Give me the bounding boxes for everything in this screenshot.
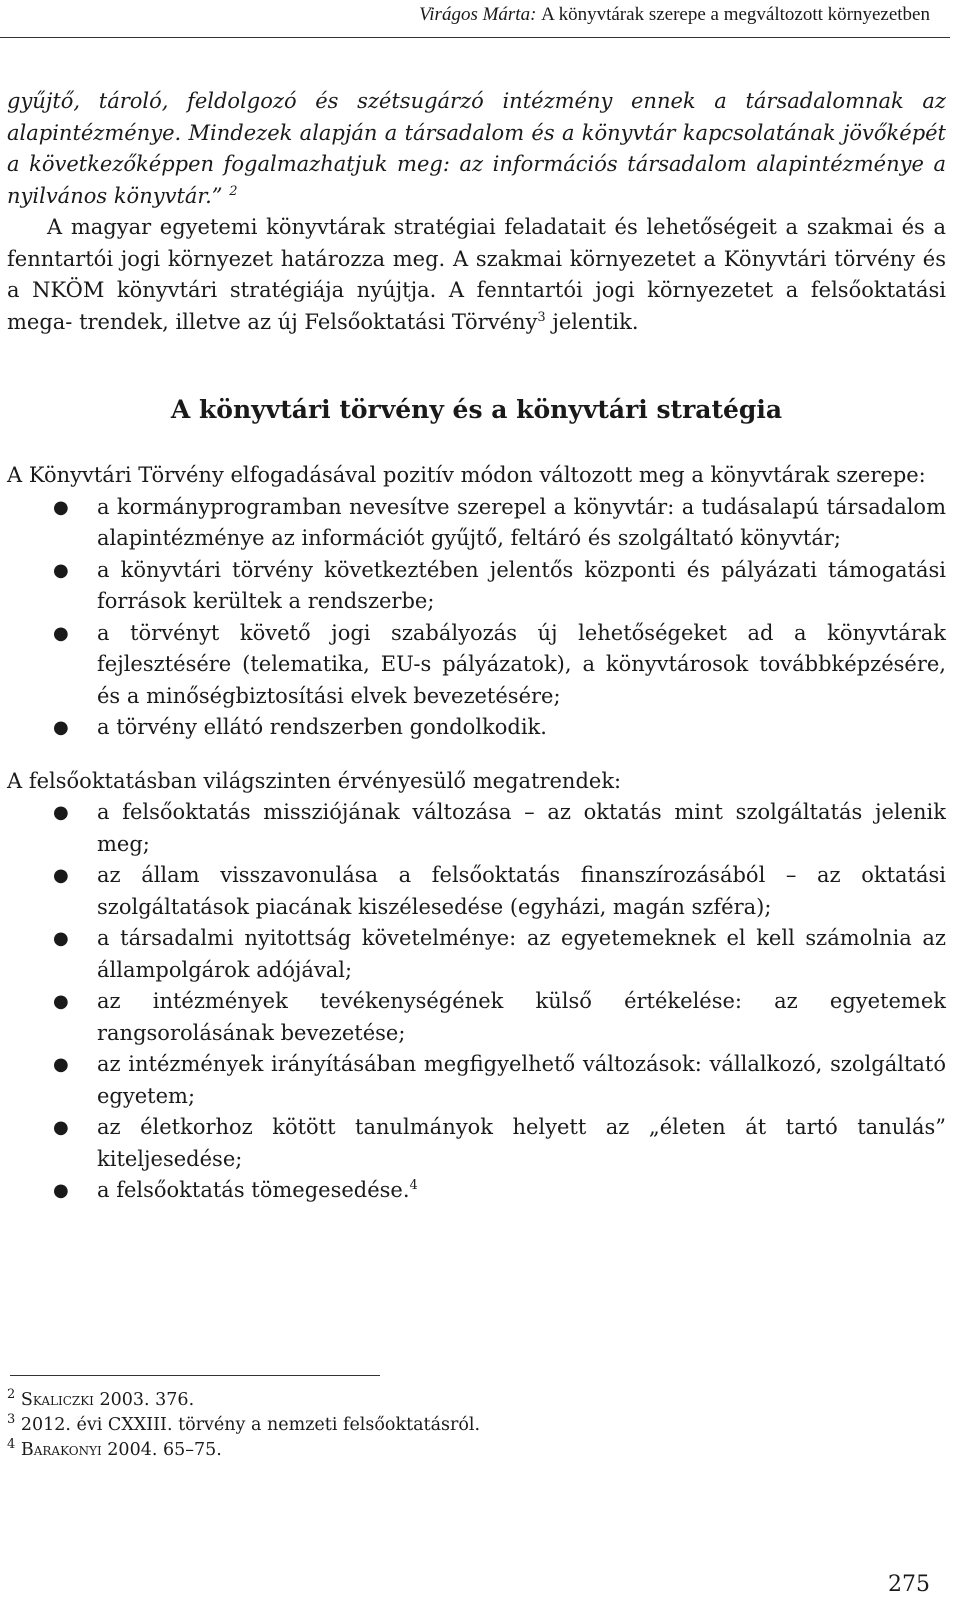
footnote <box>7 1388 480 1413</box>
running-head-title: A könyvtárak szerepe a megváltozott környezetben <box>541 4 930 25</box>
list-item <box>7 1175 946 1207</box>
list-item-text: a felsőoktatás tömegesedése. <box>97 1178 410 1202</box>
bullet-icon: ● <box>53 559 69 581</box>
running-head-author: Virágos Márta: <box>419 4 537 25</box>
bullet-icon: ● <box>53 717 69 738</box>
body-text <box>7 86 946 1207</box>
list-item-text: az intézmények tevékenységének külső értékelése: az egyetemek rangsorolásának bevezetése; <box>97 989 946 1045</box>
list-item <box>7 986 946 1049</box>
list-item <box>7 618 946 713</box>
intro-paragraph <box>7 212 946 338</box>
megatrends-list <box>7 797 946 1207</box>
list-item-text: az intézmények irányításában megfigyelhető változások: vállalkozó, szolgáltató egyetem; <box>97 1052 946 1108</box>
footnote-rule <box>10 1375 380 1376</box>
lead-paragraph-2: A felsőoktatásban világszinten érvényesülő megatrendek: <box>7 768 622 793</box>
page-number: 275 <box>888 1572 930 1597</box>
bullet-icon: ● <box>53 865 69 886</box>
list-item <box>7 860 946 923</box>
footnote-author: Barakonyi <box>20 1440 102 1460</box>
bullet-icon: ● <box>53 1117 69 1138</box>
list-item-text: a törvény ellátó rendszerben gondolkodik. <box>97 715 547 739</box>
footnote-ref-3: 3 <box>537 309 546 325</box>
bullet-icon: ● <box>53 802 69 823</box>
footnote <box>7 1438 480 1463</box>
footnote-number: 3 <box>7 1412 16 1428</box>
list-item-text: az életkorhoz kötött tanulmányok helyett az „életen át tartó tanulás” kiteljesedése; <box>97 1115 946 1171</box>
list-item <box>7 923 946 986</box>
quote-text: gyűjtő, tároló, feldolgozó és szétsugárzó intézmény ennek a társadalomnak az alapintézménye. Mindezek alapján a társadalom és a könyvtár kapcsolatának jövőképét a következőképpen fogalmazhatjuk meg: az információs társadalom alapintézménye a nyilvános könyvtár.” <box>7 89 946 208</box>
list-item-text: a kormányprogramban nevesítve szerepel a könyvtár: a tudásalapú társadalom alapintézménye az információt gyűjtő, feltáró és szolgáltató könyvtár; <box>97 494 946 550</box>
lead-paragraph-1: A Könyvtári Törvény elfogadásával pozitív módon változott meg a könyvtárak szerepe: <box>7 463 926 487</box>
list-item <box>7 797 946 860</box>
bullet-icon: ● <box>53 1180 69 1201</box>
intro-paragraph-end: jelentik. <box>545 309 639 334</box>
running-head <box>0 4 930 26</box>
intro-paragraph-text: A magyar egyetemi könyvtárak stratégiai feladatait és lehetőségeit a szakmai és a fenntartói jogi környezet határozza meg. A szakmai környezetet a Könyvtári törvény és a NKÖM könyvtári stratégiája nyújtja. A fenntartói jogi környezetet a felsőoktatási mega- trendek, illetve az új Felsőoktatási Törvény <box>7 215 946 334</box>
bullet-icon: ● <box>53 1054 69 1075</box>
list-item <box>7 1049 946 1112</box>
footnote-ref-2: 2 <box>229 183 238 199</box>
list-item-text: a könyvtári törvény következtében jelentős központi és pályázati támogatási források kerültek a rendszerbe; <box>97 557 946 613</box>
list-item-text: a törvényt követő jogi szabályozás új lehetőségeket ad a könyvtárak fejlesztésére (telematika, EU-s pályázatok), a könyvtárosok továbbképzésére, és a minőségbiztosítási elvek bevezetésére; <box>97 620 946 708</box>
list-item-text: a felsőoktatás missziójának változása – az oktatás mint szolgáltatás jelenik meg; <box>97 800 946 856</box>
quote-paragraph <box>7 86 946 212</box>
list-item <box>7 712 946 744</box>
bullet-icon: ● <box>53 991 69 1012</box>
footnote-text: 2012. évi CXXIII. törvény a nemzeti felsőoktatásról. <box>20 1415 481 1435</box>
library-law-list <box>7 492 946 744</box>
bullet-icon: ● <box>53 622 69 644</box>
section-heading: A könyvtári törvény és a könyvtári stratégia <box>170 395 783 424</box>
footnote <box>7 1413 480 1438</box>
footnote-number: 2 <box>7 1387 16 1403</box>
list-item-text: az állam visszavonulása a felsőoktatás finanszírozásából – az oktatási szolgáltatások piacának kiszélesedése (egyházi, magán szféra); <box>97 863 946 919</box>
footnote-ref-4: 4 <box>409 1178 418 1193</box>
footnote-number: 4 <box>7 1437 16 1453</box>
list-item-text: a társadalmi nyitottság követelménye: az egyetemeknek el kell számolnia az állampolgárok adójával; <box>97 926 946 982</box>
list-item <box>7 492 946 555</box>
footnote-author: Skaliczki <box>20 1390 94 1410</box>
bullet-icon: ● <box>53 496 69 518</box>
list-item <box>7 1112 946 1175</box>
footnote-text: 2003. 376. <box>93 1390 195 1410</box>
bullet-icon: ● <box>53 928 69 949</box>
footnotes <box>7 1388 480 1463</box>
footnote-text: 2004. 65–75. <box>101 1440 222 1460</box>
list-item <box>7 555 946 618</box>
header-rule <box>0 37 950 38</box>
